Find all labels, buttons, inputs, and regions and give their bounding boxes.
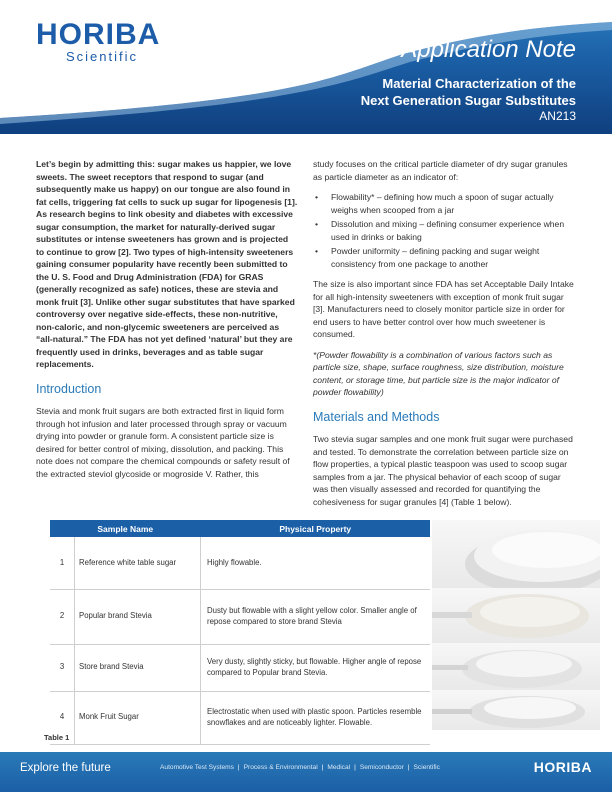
footer-link-scientific[interactable]: Scientific: [413, 764, 440, 771]
sample-name: Reference white table sugar: [75, 537, 201, 589]
sample-property: Very dusty, slightly sticky, but flowable. Higher angle of repose compared to Popular brand Stevia.: [201, 644, 431, 691]
table-row: [50, 691, 430, 744]
study-paragraph: study focuses on the critical particle diameter of dry sugar granules as particle diameter as an indicator of:: [313, 159, 568, 182]
footer-link-automotive[interactable]: Automotive Test Systems: [160, 764, 234, 771]
intro-paragraph: Let’s begin by admitting this: sugar makes us happier, we love sweets. The sweet receptors that respond to sugar (and subsequently make us happy) on our tongue are also found in fat cells, triggering fat cells to suck up sugar for lipogenesis [1]. As research begins to link obesity and diabetes with excessive sugar consumption, the market for naturally-derived sugar substitutes or intense sweeteners has grown and is projected to continue to grow [2]. Two types of high-intensity sweeteners gaining consumer popularity have recently been submitted to the U. S. Food and Drug Administration (FDA) for GRAS (generally recognized as safe) notices, these are stevia and monk fruit [3]. Unlike other sugar substitutes that have sparked controversy over negative side-effects, these non-nutritive, non-caloric, and non-glycemic sweeteners are perceived as “all-natural.” The FDA has not yet defined ‘natural’ but they are frequently used in drinks, beverages and as table sugar replacements.: [36, 159, 298, 369]
table-row: [50, 537, 430, 589]
introduction-body: Stevia and monk fruit sugars are both extracted first in liquid form through hot infusion and later processed through spray or vacuum drying into powder or granule form. A consistent particle size is desired for better control of mixing, dissolution, and packing. This note does not compare the chemical compounds or safety result of the extracted steviol glycoside or mogroside V. Rather, this: [36, 406, 290, 479]
doc-type: Application Note: [401, 36, 576, 63]
methods-body: Two stevia sugar samples and one monk fruit sugar were purchased and tested. To demonstrate the correlation between particle size on flow properties, a typical plastic teaspoon was used to scoop sugar samples from a jar. The physical behavior of each scoop of sugar was then visually assessed and recorded for quantifying the cohesiveness for sugar granules [4] (Table 1 below).: [313, 434, 573, 507]
logo-subtitle: Scientific: [66, 49, 139, 64]
title-line-2: Next Generation Sugar Substitutes: [360, 93, 576, 108]
spoon-photo-monk-fruit: [432, 690, 600, 730]
footer-logo: HORIBA: [533, 759, 592, 775]
spoon-image: [432, 520, 600, 588]
right-column: [313, 158, 575, 516]
footer-bar: [0, 752, 612, 792]
row-number: 2: [50, 589, 75, 644]
spoon-image: [432, 588, 600, 643]
indicator-list: [313, 191, 575, 270]
separator: |: [237, 764, 240, 771]
sample-property: Highly flowable.: [201, 537, 431, 589]
page-title: [276, 75, 576, 109]
sample-property: Electrostatic when used with plastic spoon. Particles resemble snowflakes and are noticeably lighter. Flowable.: [201, 691, 431, 744]
title-line-1: Material Characterization of the: [382, 76, 576, 91]
left-column: [36, 158, 298, 488]
spoon-photo-table-sugar: [432, 520, 600, 588]
footer-links: [160, 764, 440, 771]
doc-number: AN213: [539, 109, 576, 123]
header-physical-property: Physical Property: [201, 520, 431, 537]
flowability-note: *(Powder flowability is a combination of various factors such as particle size, shape, surface roughness, size distribution, moisture content, or storage time, but particle size is the major indicator of powder flowability): [313, 349, 564, 397]
spoon-photo-store-stevia: [432, 643, 600, 690]
footer-tagline: Explore the future: [20, 762, 111, 774]
introduction-heading: Introduction: [36, 381, 102, 396]
list-item: • Dissolution and mixing – defining consumer experience when used in drinks or baking: [313, 218, 575, 243]
methods-heading: Materials and Methods: [313, 409, 440, 424]
list-item: • Powder uniformity – defining packing and sugar weight consistency from one package to another: [313, 245, 575, 270]
separator: |: [407, 764, 410, 771]
header-banner: [0, 0, 612, 134]
table-row: [50, 589, 430, 644]
separator: |: [354, 764, 356, 771]
sample-name: Store brand Stevia: [75, 644, 201, 691]
table-header-row: [50, 520, 430, 537]
sample-name: Popular brand Stevia: [75, 589, 201, 644]
spoon-photo-popular-stevia: [432, 588, 600, 643]
spoon-image: [432, 690, 600, 730]
footer-link-process[interactable]: Process & Environmental: [243, 764, 318, 771]
table-caption: Table 1: [44, 733, 70, 742]
list-item: • Flowability* – defining how much a spoon of sugar actually weighs when scooped from a jar: [313, 191, 575, 216]
horiba-logo: [36, 20, 160, 64]
footer-link-medical[interactable]: Medical: [327, 764, 351, 771]
row-number: 4: [50, 691, 75, 744]
separator: |: [321, 764, 324, 771]
row-number: 3: [50, 644, 75, 691]
sample-table: [50, 520, 430, 745]
table-row: [50, 644, 430, 691]
spoon-image: [432, 643, 600, 690]
footer-link-semiconductor[interactable]: Semiconductor: [359, 764, 404, 771]
sample-name: Monk Fruit Sugar: [75, 691, 201, 744]
fda-paragraph: The size is also important since FDA has set Acceptable Daily Intake for all high-intensity sweeteners with exception of monk fruit sugar [3]. Manufacturers need to closely monitor particle size in order for end users to have better control over how much sweetener is consumed.: [313, 279, 574, 339]
sample-property: Dusty but flowable with a slight yellow color. Smaller angle of repose compared to store brand Stevia: [201, 589, 431, 644]
logo-wordmark: HORIBA: [36, 18, 161, 51]
row-number: 1: [50, 537, 75, 589]
header-sample-name: Sample Name: [50, 520, 201, 537]
